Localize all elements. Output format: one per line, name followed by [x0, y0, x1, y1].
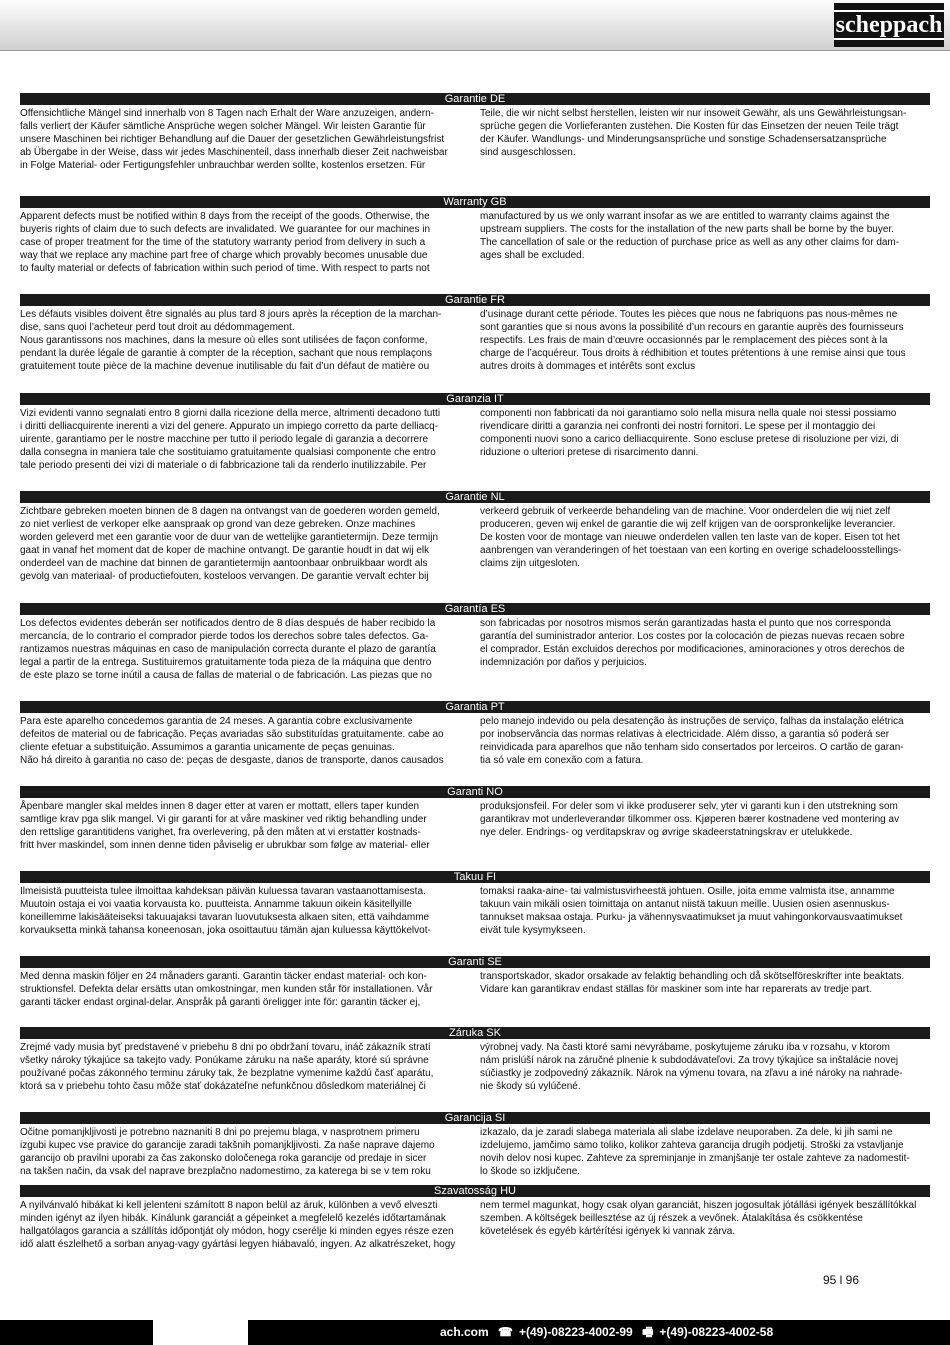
section-title: Garantie NL [20, 491, 930, 503]
section-title: Takuu FI [20, 871, 930, 883]
section-garanti-se [20, 956, 930, 1010]
page-number: 95 l 96 [823, 1273, 860, 1287]
footer-website[interactable]: ach.com [440, 1325, 489, 1339]
section-text-left: Para este aparelho concedemos garantia de 24 meses. A garantia cobre exclusivamente defeitos de material ou de fabricação. Peças avariadas são substituídas gratuitamente. cabe ao cliente efetuar a substituição. Assumimos a garantia unicamente de peças genuinas. Não há direito à garantia no caso de: peças de desgaste, danos de transporte, danos causados [20, 716, 444, 766]
section-title: Garantie FR [20, 294, 930, 306]
section-text-right: Teile, die wir nicht selbst herstellen, leisten wir nur insoweit Gewähr, als uns Gewährleistungsan- sprüche gegen die Vorlieferanten zustehen. Die Kosten für das Einsetzen der neuen Teile trägt der Käufer. Wandlungs- und Minderungsansprüche und sonstige Schadensersatzansprüche sind ausgeschlossen. [480, 108, 907, 158]
section-szavatossag-hu [20, 1185, 930, 1252]
footer-fax: +(49)-08223-4002-58 [659, 1325, 774, 1339]
section-garantie-fr [20, 294, 930, 374]
section-text-left: Los defectos evidentes deberán ser notificados dentro de 8 días después de haber recibido la mercancía, de lo contrario el comprador pierde todos los derechos sobre tales defectos. Ga- rantizamos nuestras máquinas en caso de manipulación correcta durante el plazo de garantía legal a partir de la entrega. Sustituiremos gratuitamente toda pieza de la máquina que dentro de este plazo se torne inútil a causa de fallas de material o de fabricación. Las piezas que no [20, 618, 436, 681]
section-text-left: Vizi evidenti vanno segnalati entro 8 giorni dalla ricezione della merce, altrimenti decadono tutti i diritti delliacquirente inerenti a vizi del genere. Appurato un impiego corretto da parte delliacq- uirente, garantiamo per le nostre macchine per tutto il periodo legale di garanzia a decorrere dalla consegna in maniera tale che sostituiamo gratuitamente qualsiasi componente che entro tale periodo presenti dei vizi di materiale o di fabbricazione tali da renderlo inutilizzabile. Per [20, 408, 441, 471]
section-garanzia-it [20, 393, 930, 473]
section-garantia-es [20, 603, 930, 683]
telephone-icon: ☎ [498, 1325, 513, 1339]
logo-text: scheppach [835, 12, 943, 38]
section-text-right: transportskador, skador orsakade av felaktig behandling och då skötselföreskrifter inte beaktats. Vidare kan garantikrav endast ställas för maskiner som inte har reparerats av tredje part. [480, 971, 905, 995]
footer-phone: +(49)-08223-4002-99 [518, 1325, 633, 1339]
section-text-left: A nyilvánvaló hibákat ki kell jelenteni számított 8 napon belül az áruk, különben a vevő elveszti minden igényt az ilyen hibák. Kínálunk garanciát a gépeinket a megfelelő kezelés időtartamának hallgatólagos garancia a szállítás időpontját oly módon, hogy cserélje ki minden egyes része ezen idő alatt észlelhető a sorban anyag-vagy gyártási legyen hiábavaló, ingyen. Az alkatrészeket, hogy [20, 1200, 456, 1250]
section-title: Garanzia IT [20, 393, 930, 405]
section-title: Garancija SI [20, 1112, 930, 1124]
section-zaruka-sk [20, 1027, 930, 1094]
section-title: Garanti SE [20, 956, 930, 968]
section-text-left: Offensichtliche Mängel sind innerhalb von 8 Tagen nach Erhalt der Ware anzuzeigen, andern- falls verliert der Käufer sämtliche Ansprüche wegen solcher Mängel. Wir leisten Garantie für unsere Maschinen bei richtiger Behandlung auf die Dauer der gesetzlichen Gewährleistungsfrist ab Übergabe in der Weise, dass wir jedes Maschinenteil, dass innerhalb dieser Zeit nachweisbar in Folge Material- oder Fertigungsfehler unbrauchbar werden sollte, kostenlos ersetzen. Für [20, 108, 448, 171]
footer-white-block [153, 1320, 248, 1345]
section-title: Garantía ES [20, 603, 930, 615]
header-bar [0, 0, 950, 51]
section-title: Szavatosság HU [20, 1185, 930, 1197]
section-garancija-si [20, 1112, 930, 1179]
section-warranty-gb [20, 196, 930, 276]
section-title: Garanti NO [20, 786, 930, 798]
section-text-right: tomaksi raaka-aine- tai valmistusvirheestä johtuen. Osille, joita emme valmista itse, annamme takuun vain mikäli osien toimittaja on antanut niistä takuun meille. Uusien osien asennuskus- tannukset maksaa ostaja. Purku- ja vähennysvaatimukset ja muut vahingonkorvausvaatimukset eivät tule kysymykseen. [480, 886, 903, 936]
section-takuu-fi [20, 871, 930, 938]
scheppach-logo [834, 3, 944, 47]
section-title: Warranty GB [20, 196, 930, 208]
section-text-right: pelo manejo indevido ou pela desatenção às instruções de serviço, falhas da instalação elétrica por inobservância das normas relativas à electricidade. Além disso, a garantia só poderá ser reinvidicada para aparelhos que não tenham sido consertados por lerceiros. O cartão de garan- tia só vale em conexão com a fatura. [480, 716, 904, 766]
section-text-left: Očitne pomanjkljivosti je potrebno naznaniti 8 dni po prejemu blaga, v nasprotnem primeru izgubi kupec vse pravice do garancije zaradi takšnih pomanjkljivosti. Za naše naprave dajemo garancijo ob pravilni uporabi za čas zakonsko določenega roka garancije od predaje in sicer na takšen način, da vsak del naprave brezplačno nadomestimo, za katerega bi se v tem roku [20, 1127, 435, 1177]
section-text-left: Zichtbare gebreken moeten binnen de 8 dagen na ontvangst van de goederen worden gemeld, zo niet verliest de verkoper elke aanspraak op grond van deze gebreken. Onze machines worden geleverd met een garantie voor de duur van de wettelijke garantietermijn. Deze termijn gaat in vanaf het moment dat de koper de machine ontvangt. De garantie houdt in dat wij elk onderdeel van de machine dat binnen de garantietermijn aantoonbaar onbruikbaar wordt als gevolg van materiaal- of productiefouten, kosteloos vervangen. De garantie vervalt echter bij [20, 506, 440, 582]
section-text-right: výrobnej vady. Na časti ktoré sami nevyrábame, poskytujeme záruku iba v rozsahu, v ktorom nám prislúší nárok na záručné plnenie k subdodávateľovi. Za trovy týkajúce sa inštalácie novej súčiastky je zodpovedný zákazník. Nárok na výmenu tovara, na zľavu a iné nároky na nahrade- nie škody sú vylúčené. [480, 1042, 903, 1092]
section-text-right: produksjonsfeil. For deler som vi ikke produserer selv, yter vi garanti kun i den utstrekning som garantikrav mot underleverandør tilkommer oss. Kjøperen bærer kostnadene ved montering av nye deler. Endrings- og verditapskrav og øvrige skadeerstatningskrav er utelukkede. [480, 801, 900, 838]
section-garantia-pt [20, 701, 930, 768]
section-title: Garantia PT [20, 701, 930, 713]
section-garantie-nl [20, 491, 930, 583]
section-text-left: Med denna maskin följer en 24 månaders garanti. Garantin täcker endast material- och kon- struktionsfel. Defekta delar ersätts utan omkostningar, men kunden står för installationen. Vår garanti täcker endast orginal-delar. Anspråk på garanti öreligger inte för: garantin täcker ej, [20, 971, 433, 1008]
fax-icon: 🖷 [642, 1325, 654, 1339]
section-text-right: manufactured by us we only warrant insofar as we are entitled to warranty claims against the upstream suppliers. The costs for the installation of the new parts shall be borne by the buyer. The cancellation of sale or the reduction of purchase price as well as any other claims for dam- ages shall be excluded. [480, 211, 900, 261]
section-text-right: verkeerd gebruik of verkeerde behandeling van de machine. Voor onderdelen die wij niet zelf produceren, geven wij enkel de garantie die wij zelf krijgen van de oorspronkelijke leverancier. De kosten voor de montage van nieuwe onderdelen vallen ten laste van de koper. Eisen tot het aanbrengen van veranderingen of het toestaan van een korting en overige schadeloosstellings- claims zijn uitgesloten. [480, 506, 902, 569]
footer-bar [0, 1320, 950, 1345]
section-text-left: Ilmeisistä puutteista tulee ilmoittaa kahdeksan päivän kuluessa tavaran vastaanottamisesta. Muutoin ostaja ei voi vaatia korvausta ko. puutteista. Annamme takuun oikein käsitellyille koneillemme lakisääteiseksi takuuajaksi tavaran luovutuksesta alkaen siten, että vaihdamme korvauksetta minkä tahansa koneenosan, joka osoittautuu tämän ajan kuluessa käyttökelvot- [20, 886, 431, 936]
section-title: Záruka SK [20, 1027, 930, 1039]
footer-contact [440, 1320, 779, 1345]
section-text-right: son fabricadas por nosotros mismos serán garantizadas hasta el punto que nos corresponda garantía del suministrador anterior. Los costes por la colocación de piezas nuevas recaen sobre el comprador. Están excluidos derechos por modificaciones, aminoraciones y otros derechos de indemnización por daños y perjuicios. [480, 618, 905, 668]
section-text-right: d’usinage durant cette période. Toutes les pièces que nous ne fabriquons pas nous-mêmes ne sont garanties que si nous avons la possibilité d’un recours en garantie auprès des fournisseurs respectifs. Les frais de main d’œuvre occasionnés par le remplacement des pièces sont à la charge de l’acquéreur. Tous droits à rédhibition et toutes prétentions à une remise ainsi que tous autres droits à dommages et intérêts sont exclus [480, 309, 906, 372]
section-text-left: Apparent defects must be notified within 8 days from the receipt of the goods. Otherwise, the buyeris rights of claim due to such defects are invalidated. We guarantee for our machines in case of proper treatment for the time of the statutory warranty period from delivery in such a way that we replace any machine part free of charge which provably becomes unusable due to faulty material or defects of fabrication within such period of time. With respect to parts not [20, 211, 431, 274]
section-text-right: componenti non fabbricati da noi garantiamo solo nella misura nella quale noi stessi possiamo rivendicare diritti a garanzia nei confronti dei nostri fornitori. Le spese per il montaggio dei componenti nuovi sono a carico delliacquirente. Sono escluse pretese di risoluzione per vizi, di riduzione o ulteriori pretese di risarcimento danni. [480, 408, 899, 458]
section-text-left: Zrejmé vady musia byť predstavené v priebehu 8 dni po obdržaní tovaru, ináč zákazník stratí všetky nároky týkajúce sa takejto vady. Ponúkame záruku na naše aparáty, ktoré sú správne používané počas zákonného terminu záruky tak, že bezplatne vymenime každú časť aparátu, ktorá sa v priebehu tohto času môže stať dokázateľne nefunkčnou dôsledkom materiálnej či [20, 1042, 434, 1092]
section-text-left: Les défauts visibles doivent être signalés au plus tard 8 jours après la réception de la marchan- dise, sans quoi l’acheteur perd tout droit au dédommagement. Nous garantissons nos machines, dans la mesure où elles sont utilisées de façon conforme, pendant la durée légale de garantie à compter de la réception, sachant que nous remplaçons gratuitement toute pièce de la machine devenue inutilisable du fait d’un défaut de matière ou [20, 309, 442, 372]
section-title: Garantie DE [20, 93, 930, 105]
section-text-left: Åpenbare mangler skal meldes innen 8 dager etter at varen er mottatt, ellers taper kunden samtlige krav pga slik mangel. Vi gir garanti for at våre maskiner ved riktig behandling under den rettslige garantitidens varighet, fra overlevering, på den måten at vi erstatter kostnads- fritt hver maskindel, som innen denne tiden påviselig er ubrukbar som følge av material- eller [20, 801, 430, 851]
section-garantie-de [20, 93, 930, 173]
section-text-right: izkazalo, da je zaradi slabega materiala ali slabe izdelave neuporaben. Za dele, ki jih sami ne izdelujemo, jamčimo samo toliko, kolikor zahteva garancija drugih podjetij. Stroški za vstavljanje novih delov nosi kupec. Zahteve za spreminjanje in zmanjšanje ter ostale zahteve za nadomestit- lo škode so izključene. [480, 1127, 910, 1177]
section-text-right: nem termel magunkat, hogy csak olyan garanciát, hiszen jogosultak jótállási igények beszállítókkal szemben. A költségek beillesztése az új részek a vevőnek. Átalakítása és csökkentése követelések és egyéb kártérítési igények ki vannak zárva. [480, 1200, 917, 1237]
section-garanti-no [20, 786, 930, 853]
